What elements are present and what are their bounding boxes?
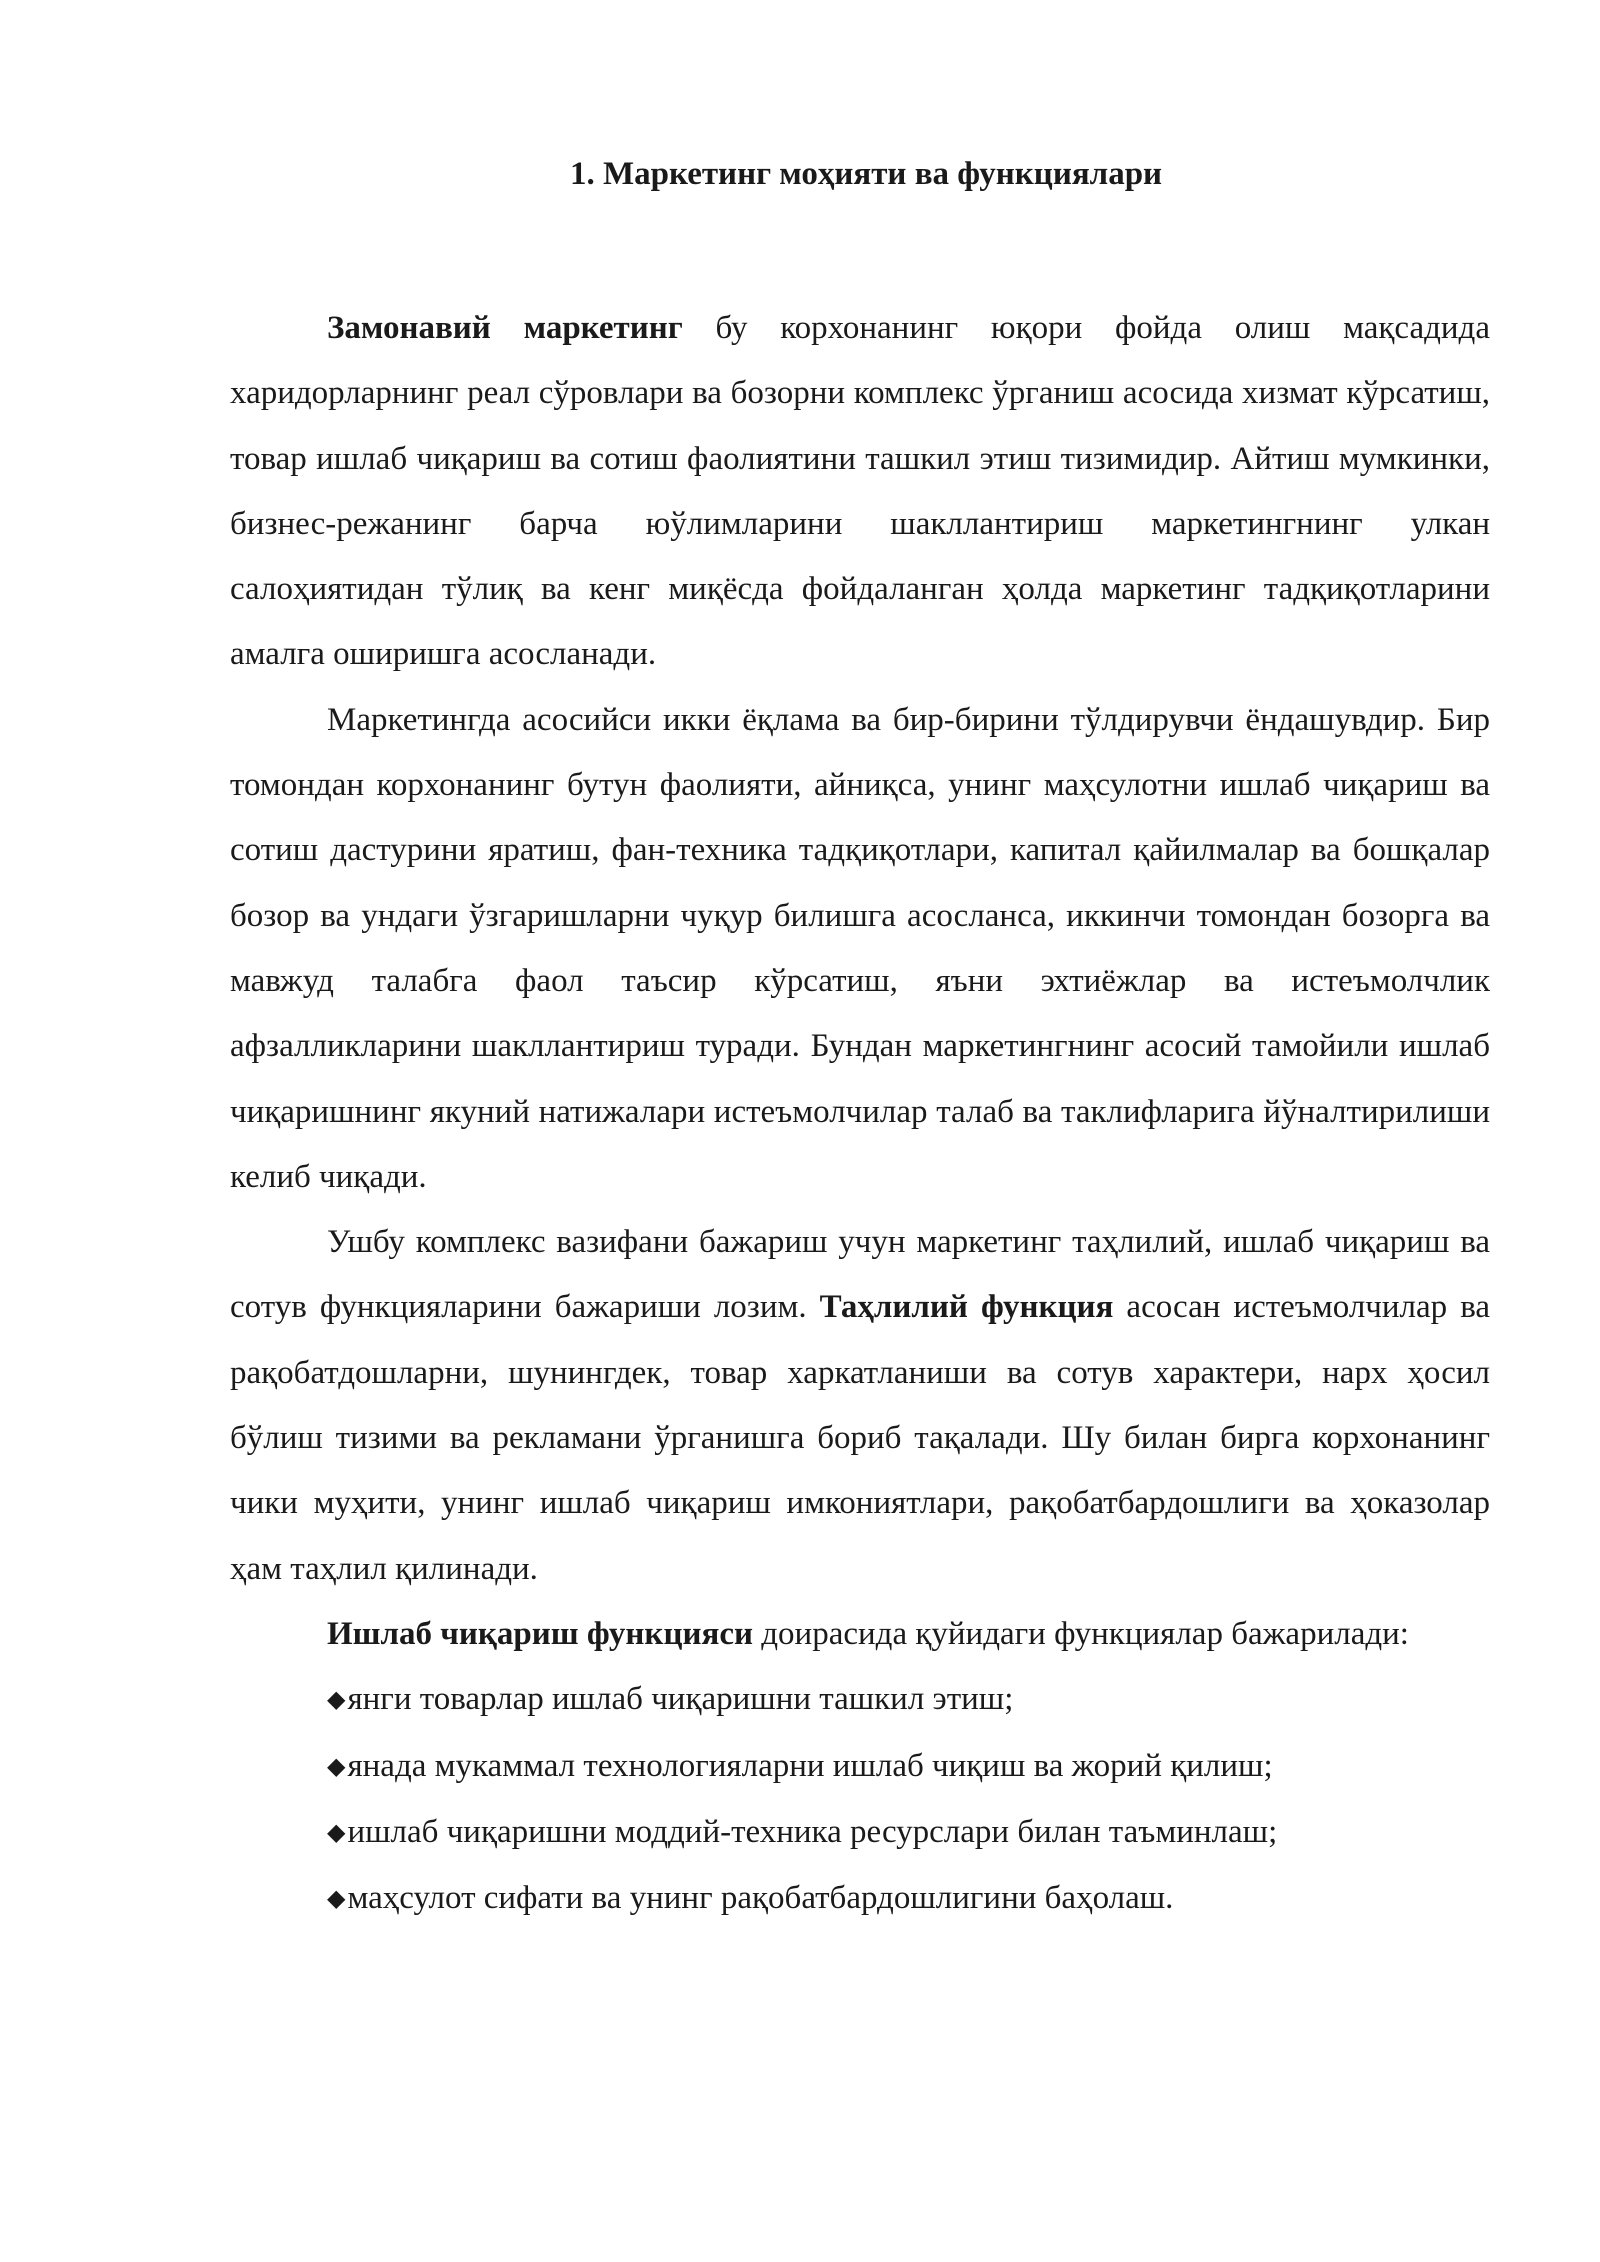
production-functions-list	[230, 1667, 1490, 1932]
list-item	[230, 1800, 1490, 1866]
term-modern-marketing: Замонавий маркетинг	[327, 310, 683, 346]
term-production-function: Ишлаб чиқариш функцияси	[327, 1615, 753, 1652]
list-item-text: янги товарлар ишлаб чиқаришни ташкил этиш;	[347, 1681, 1014, 1718]
diamond-bullet-icon: ◆	[327, 1753, 346, 1780]
paragraph-modern-marketing-text: бу корхонанинг юқори фойда олиш мақсадида харидорларнинг реал сўровлари ва бозорни комплекс ўрганиш асосида хизмат кўрсатиш, товар ишлаб чиқариш ва сотиш фаолиятини ташкил этиш тизимидир. Айтиш мумкинки, бизнес-режанинг барча юўлимларини шакллантириш маркетингнинг улкан салоҳиятидан тўлиқ ва кенг миқёсда фойдаланган ҳолда маркетинг тадқиқотларини амалга оширишга асосланади.	[230, 310, 1490, 673]
paragraph-production-function-text: доирасида қуйидаги функциялар бажарилади:	[753, 1615, 1409, 1652]
list-item-text: маҳсулот сифати ва унинг рақобатбардошлигини баҳолаш.	[347, 1880, 1174, 1917]
list-item	[230, 1734, 1490, 1800]
paragraph-modern-marketing	[230, 296, 1490, 688]
section-title: 1. Маркетинг моҳияти ва функциялари	[570, 156, 1163, 192]
list-item-text: янада мукаммал технологияларни ишлаб чиқиш ва жорий қилиш;	[347, 1747, 1273, 1784]
paragraph-production-function	[230, 1602, 1490, 1667]
term-analytical-function: Таҳлилий функция	[819, 1289, 1114, 1326]
paragraph-functions	[230, 1210, 1490, 1602]
diamond-bullet-icon: ◆	[327, 1886, 346, 1913]
diamond-bullet-icon: ◆	[327, 1687, 346, 1714]
diamond-bullet-icon: ◆	[327, 1819, 346, 1846]
list-item	[230, 1667, 1490, 1733]
list-item	[230, 1866, 1490, 1932]
list-item-text: ишлаб чиқаришни моддий-техника ресурслари билан таъминлаш;	[347, 1813, 1278, 1850]
paragraph-dual-approach-text: Маркетингда асосийси икки ёқлама ва бир-бирини тўлдирувчи ёндашувдир. Бир томондан корхонанинг бутун фаолияти, айниқса, унинг маҳсулотни ишлаб чиқариш ва сотиш дастурини яратиш, фан-техника тадқиқотлари, капитал қайилмалар ва бошқалар бозор ва ундаги ўзгаришларни чуқур билишга асосланса, иккинчи томондан бозорга ва мавжуд талабга фаол таъсир кўрсатиш, яъни эхтиёжлар ва истеъмолчлик афзалликларини шакллантириш туради. Бундан маркетингнинг асосий тамойили ишлаб чиқаришнинг якуний натижалари истеъмолчилар талаб ва таклифларига йўналтирилиши келиб чиқади.	[230, 701, 1490, 1195]
document-page	[230, 150, 1490, 1932]
paragraph-functions-text-after: асосан истеъмолчилар ва рақобатдошларни, шунингдек, товар харкатланиши ва сотув характери, нарх ҳосил бўлиш тизими ва рекламани ўрганишга бориб тақалади. Шу билан бирга корхонанинг чики муҳити, унинг ишлаб чиқариш имкониятлари, рақобатбардошлиги ва ҳоказолар ҳам таҳлил қилинади.	[230, 1289, 1490, 1587]
paragraph-dual-approach	[230, 688, 1490, 1210]
paragraph-functions-text-before: Ушбу комплекс вазифани бажариш учун маркетинг таҳлилий, ишлаб чиқариш ва сотув функцияларини бажариши лозим.	[230, 1224, 1490, 1326]
